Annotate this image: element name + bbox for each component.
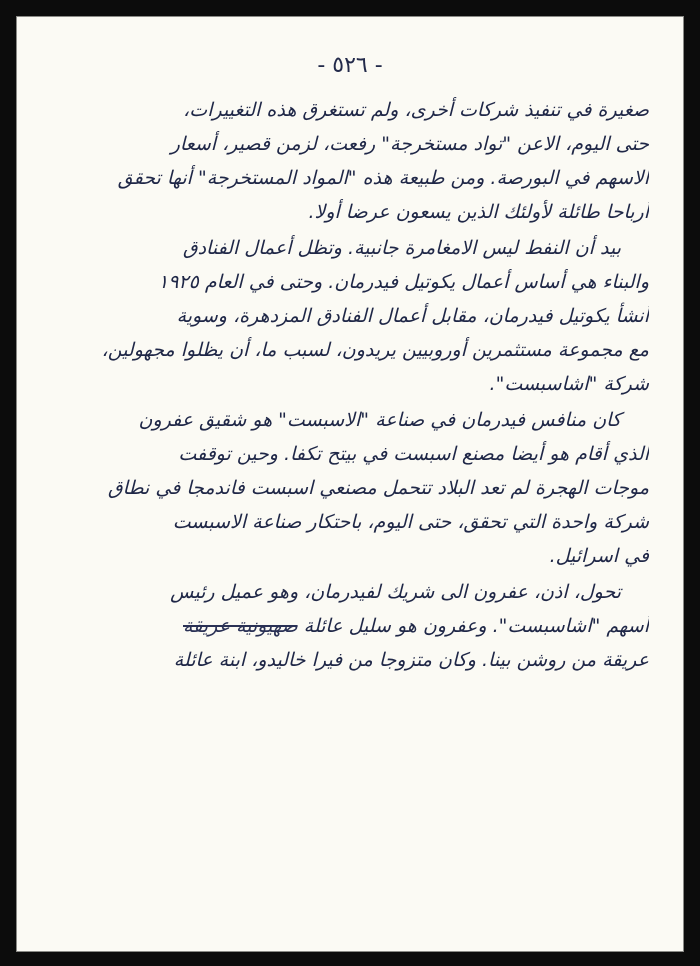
- text-line: كان منافس فيدرمان في صناعة "الاسبست" هو شقيق عفرون: [138, 409, 621, 431]
- paragraph-4: [61, 575, 649, 677]
- paragraph-1: [61, 93, 649, 229]
- text-line: أنشأ يكوتيل فيدرمان، مقابل أعمال الفنادق المزدهرة، وسوية: [176, 305, 649, 327]
- paragraph-2: [61, 231, 649, 401]
- handwritten-text: [61, 93, 649, 677]
- text-line: الذي أقام هو أيضا مصنع اسبست في بيتح تكفا. وحين توقفت: [178, 443, 649, 465]
- text-line: تحول، اذن، عفرون الى شريك لفيدرمان، وهو عميل رئيس: [170, 581, 621, 603]
- text-line: أرباحا طائلة لأولئك الذين يسعون عرضا أولا.: [308, 201, 649, 223]
- struck-out-text: صهيونية عريقة: [183, 615, 298, 637]
- text-line: في اسرائيل.: [549, 545, 649, 567]
- text-line: والبناء هي أساس أعمال يكوتيل فيدرمان. وحتى في العام ١٩٢٥: [158, 271, 649, 293]
- text-line: مع مجموعة مستثمرين أوروبيين يريدون، لسبب ما، أن يظلوا مجهولين،: [101, 339, 649, 361]
- text-line: صغيرة في تنفيذ شركات أخرى، ولم تستغرق هذه التغييرات،: [183, 99, 649, 121]
- text-line: الاسهم في البورصة. ومن طبيعة هذه "المواد المستخرجة" أنها تحقق: [117, 167, 649, 189]
- text-line: عريقة من روشن بينا. وكان متزوجا من فيرا خاليدو، ابنة عائلة: [173, 649, 649, 671]
- text-line: موجات الهجرة لم تعد البلاد تتحمل مصنعي اسبست فاندمجا في نطاق: [107, 477, 649, 499]
- paragraph-3: [61, 403, 649, 573]
- text-line: [61, 609, 649, 643]
- text-line: شركة واحدة التي تحقق، حتى اليوم، باحتكار صناعة الاسبست: [172, 511, 649, 533]
- text-line: شركة "اشاسبست".: [489, 373, 649, 395]
- text-line: بيد أن النفط ليس الامغامرة جانبية. وتظل أعمال الفنادق: [182, 237, 621, 259]
- text-segment: أسهم "اشاسبست". وعفرون هو سليل عائلة: [303, 615, 649, 637]
- page-number: - ٥٢٦ -: [317, 53, 383, 78]
- text-line: حتى اليوم، الاعن "تواد مستخرجة" رفعت، لزمن قصير، أسعار: [170, 133, 649, 155]
- manuscript-page: [16, 16, 684, 952]
